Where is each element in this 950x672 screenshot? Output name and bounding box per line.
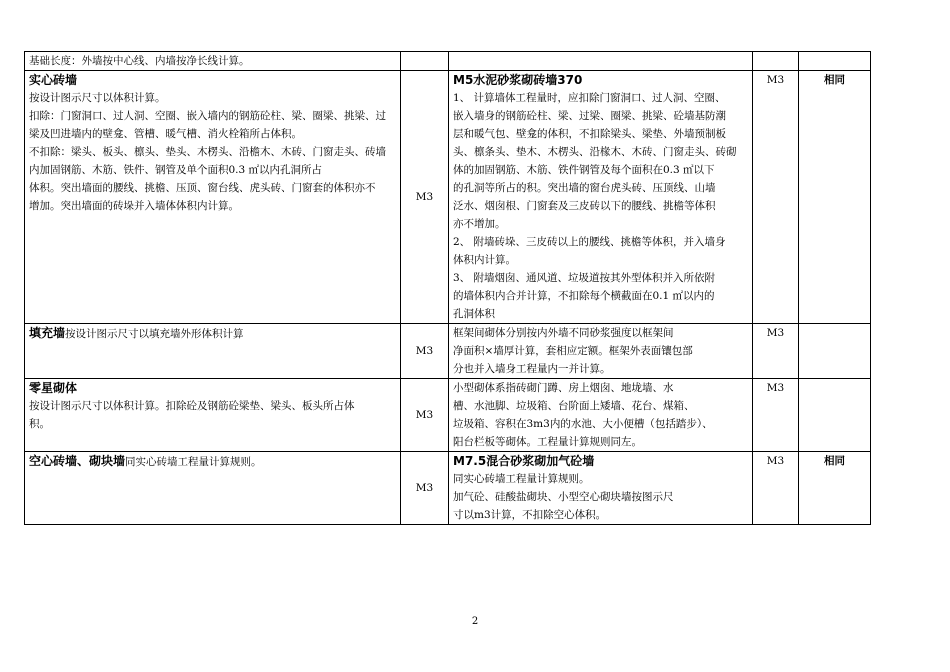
rule-line: 框架间砌体分别按内外墙不同砂浆强度以框架间 — [453, 327, 674, 339]
rule-line: 1、 计算墙体工程量时，应扣除门窗洞口、过人洞、空圈、 — [453, 92, 726, 104]
rule-line: 积。 — [29, 418, 50, 430]
rule-line: 层和暖气包、壁龛的体积，不扣除梁头、梁垫、外墙预制板 — [453, 128, 726, 140]
table-row — [25, 324, 871, 379]
rule-line: 同实心砖墙工程量计算规则。 — [453, 473, 590, 485]
unit-cell — [753, 52, 799, 71]
unit-label: M3 — [415, 482, 434, 494]
rule-line: 孔洞体积 — [453, 308, 495, 320]
unit-cell — [401, 379, 449, 452]
unit-label: M3 — [766, 382, 785, 394]
unit-label: M3 — [766, 74, 785, 86]
unit-label: M3 — [766, 327, 785, 339]
rule-line: 内加固钢筋、木筋、铁件、钢管及单个面积0.3 ㎡以内孔洞所占 — [29, 164, 323, 176]
section-title: M7.5混合砂浆砌加气砼墙 — [453, 454, 595, 468]
remark-same: 相同 — [824, 74, 845, 86]
section-title: 空心砖墙、砌块墙 — [29, 454, 126, 468]
right-rule-cell — [449, 379, 753, 452]
rule-line: 2、 附墙砖垛、三皮砖以上的腰线、挑檐等体积，并入墙身 — [453, 236, 726, 248]
remark-cell — [799, 452, 871, 525]
table-row — [25, 52, 871, 71]
rule-line: 梁及凹进墙内的壁龛、管槽、暖气槽、消火栓箱所占体积。 — [29, 128, 302, 140]
left-rule-cell — [25, 452, 401, 525]
unit-label: M3 — [415, 409, 434, 421]
rule-line: 加气砼、硅酸盐砌块、小型空心砌块墙按图示尺 — [453, 491, 674, 503]
rule-line: 的墙体积内合并计算，不扣除每个横截面在0.1 ㎡以内的 — [453, 290, 715, 302]
section-title: M5水泥砂浆砌砖墙370 — [453, 73, 583, 87]
unit-cell — [401, 452, 449, 525]
rule-line: 按设计图示尺寸以体积计算。扣除砼及钢筋砼梁垫、梁头、板头所占体 — [29, 400, 355, 412]
unit-label: M3 — [415, 191, 434, 203]
rule-line: 体的加固钢筋、木筋、铁件钢管及每个面积在0.3 ㎡以下 — [453, 164, 715, 176]
rule-line: 增加。突出墙面的砖垛并入墙体体积内计算。 — [29, 200, 239, 212]
left-rule-cell — [25, 324, 401, 379]
remark-same: 相同 — [824, 455, 845, 467]
rule-line: 阳台栏板等砌体。工程量计算规则同左。 — [453, 436, 642, 448]
unit-cell — [753, 452, 799, 525]
rule-line: 按设计图示尺寸以体积计算。 — [29, 92, 166, 104]
section-title: 零星砌体 — [29, 381, 78, 395]
remark-cell — [799, 52, 871, 71]
rule-line: 寸以m3计算，不扣除空心体积。 — [453, 509, 607, 521]
rule-line: 3、 附墙烟囱、通风道、垃圾道按其外型体积并入所依附 — [453, 272, 716, 284]
left-rule-text: 基础长度：外墙按中心线、内墙按净长线计算。 — [29, 55, 250, 67]
unit-cell — [753, 71, 799, 324]
rule-line: 嵌入墙身的钢筋砼柱、梁、过梁、圈梁、挑梁、砼墙基防潮 — [453, 110, 726, 122]
rule-line: 亦不增加。 — [453, 218, 506, 230]
rule-line: 同实心砖墙工程量计算规则。 — [125, 456, 262, 468]
rule-line: 垃圾箱、容积在3m3内的水池、大小便槽（包括踏步）、 — [453, 418, 713, 430]
left-rule-cell — [25, 71, 401, 324]
rule-line: 体积。突出墙面的腰线、挑檐、压顶、窗台线、虎头砖、门窗套的体积亦不 — [29, 182, 376, 194]
rule-line: 按设计图示尺寸以填充墙外形体积计算 — [65, 328, 244, 340]
table-row — [25, 379, 871, 452]
unit-cell — [753, 379, 799, 452]
unit-label: M3 — [415, 345, 434, 357]
left-rule-cell — [25, 52, 401, 71]
unit-cell — [753, 324, 799, 379]
rule-line: 扣除：门窗洞口、过人洞、空圈、嵌入墙内的钢筋砼柱、梁、圈梁、挑梁、过 — [29, 110, 386, 122]
section-title: 填充墙 — [29, 326, 66, 340]
remark-cell — [799, 324, 871, 379]
right-rule-cell — [449, 324, 753, 379]
unit-cell — [401, 71, 449, 324]
remark-cell — [799, 379, 871, 452]
remark-cell — [799, 71, 871, 324]
right-rule-cell — [449, 71, 753, 324]
rule-line: 泛水、烟囱根、门窗套及三皮砖以下的腰线、挑檐等体积 — [453, 200, 716, 212]
rule-line: 槽、水池脚、垃圾箱、台阶面上矮墙、花台、煤箱、 — [453, 400, 695, 412]
left-rule-cell — [25, 379, 401, 452]
right-rule-cell — [449, 52, 753, 71]
comparison-table — [24, 51, 871, 525]
unit-cell — [401, 324, 449, 379]
section-title: 实心砖墙 — [29, 73, 78, 87]
rule-line: 分也并入墙身工程量内一并计算。 — [453, 363, 611, 375]
unit-label: M3 — [766, 455, 785, 467]
rule-line: 净面积×墙厚计算，套相应定额。框架外表面镶包部 — [453, 345, 693, 357]
rule-line: 小型砌体系指砖砌门蹲、房上烟囱、地垅墙、水 — [453, 382, 674, 394]
page-number: 2 — [471, 616, 479, 627]
table-row — [25, 71, 871, 324]
rule-line: 不扣除：梁头、板头、檩头、垫头、木楞头、沿檐木、木砖、门窗走头、砖墙 — [29, 146, 386, 158]
table-row — [25, 452, 871, 525]
rule-line: 的孔洞等所占的积。突出墙的窗台虎头砖、压顶线、山墙 — [453, 182, 716, 194]
rule-line: 头、檩条头、垫木、木楞头、沿椽木、木砖、门窗走头、砖砌 — [453, 146, 737, 158]
right-rule-cell — [449, 452, 753, 525]
rule-line: 体积内计算。 — [453, 254, 516, 266]
unit-cell — [401, 52, 449, 71]
